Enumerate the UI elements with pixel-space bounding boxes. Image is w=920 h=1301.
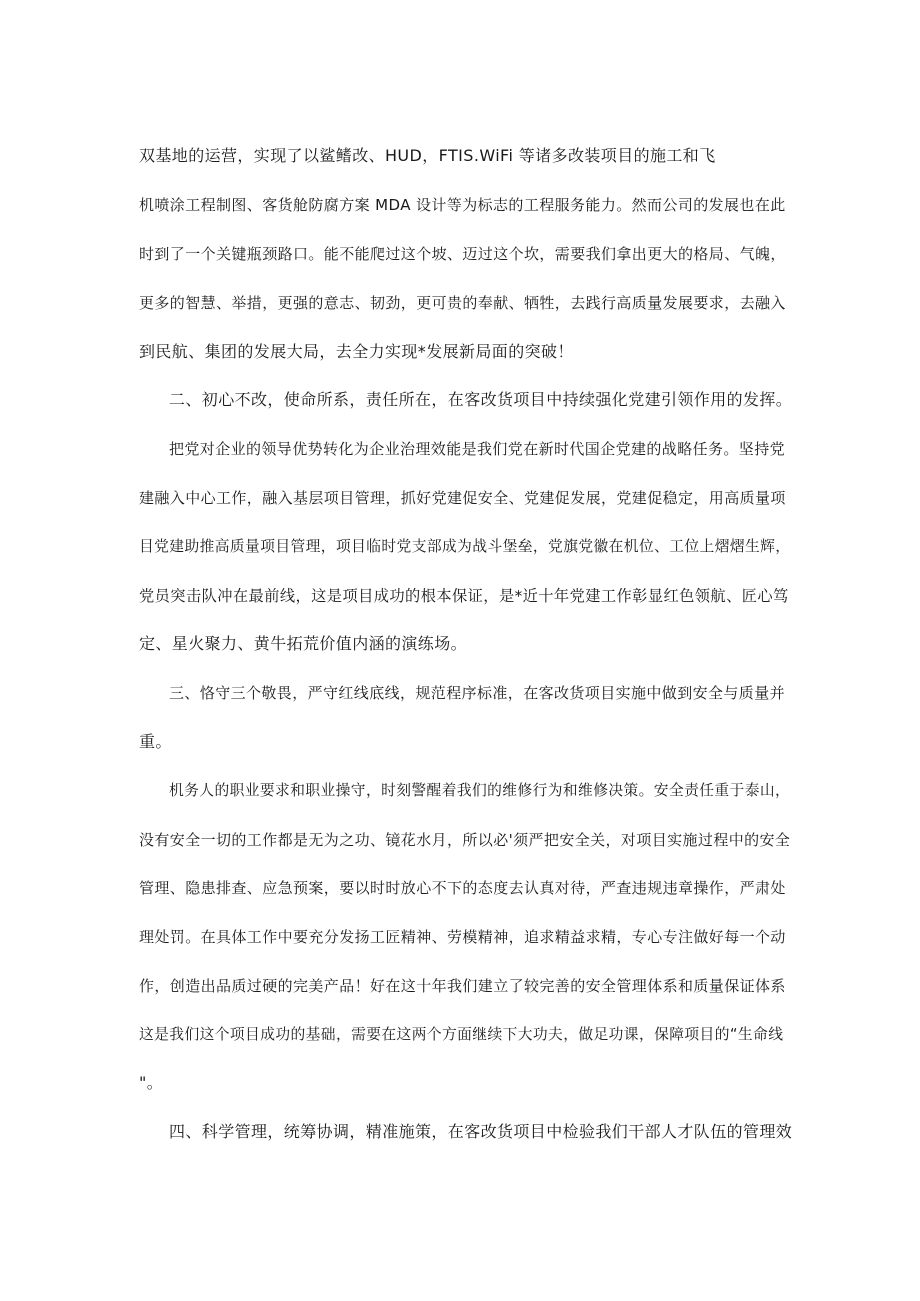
text-line: 管理、隐患排查、应急预案，要以时时放心不下的态度去认真对待，严查违规违章操作，严肃处 (139, 879, 786, 897)
text-line: 机务人的职业要求和职业操守，时刻警醒着我们的维修行为和维修决策。安全责任重于泰山， (169, 782, 791, 799)
section-heading: 重。 (139, 732, 172, 751)
text-line: 把党对企业的领导优势转化为企业治理效能是我们党在新时代国企党建的战略任务。坚持党 (169, 440, 786, 458)
section-heading: 二、初心不改，使命所系，责任所在，在客改货项目中持续强化党建引领作用的发挥。 (169, 390, 793, 409)
text-line: 到民航、集团的发展大局，去全力实现*发展新局面的突破！ (139, 342, 574, 361)
text-line: 作，创造出品质过硬的完美产品！好在这十年我们建立了较完善的安全管理体系和质量保证体系 (139, 977, 786, 995)
section-heading: 三、恪守三个敬畏，严守红线底线，规范程序标准，在客改货项目实施中做到安全与质量并 (169, 684, 786, 702)
text-line: 机喷涂工程制图、客货舱防腐方案 MDA 设计等为标志的工程服务能力。然而公司的发展也在此 (139, 196, 786, 214)
section-heading: 四、科学管理，统筹协调，精准施策，在客改货项目中检验我们干部人才队伍的管理效 (169, 1122, 793, 1141)
text-line: 没有安全一切的工作都是无为之功、镜花水月，所以必'须严把安全关，对项目实施过程中的安全 (139, 831, 791, 849)
text-line: 理处罚。在具体工作中要充分发扬工匠精神、劳模精神，追求精益求精，专心专注做好每一个动 (139, 928, 786, 946)
text-line: 这是我们这个项目成功的基础，需要在这两个方面继续下大功夫，做足功课，保障项目的“生命线 (139, 1026, 784, 1043)
text-line: 党员突击队冲在最前线，这是项目成功的根本保证，是*近十年党建工作彰显红色领航、匠心笃 (139, 587, 789, 605)
text-line: 建融入中心工作，融入基层项目管理，抓好党建促安全、党建促发展，党建促稳定，用高质量项 (139, 489, 786, 507)
text-line: 更多的智慧、举措，更强的意志、韧劲，更可贵的奉献、牺牲，去践行高质量发展要求，去融入 (139, 294, 786, 312)
text-line: 时到了一个关键瓶颈路口。能不能爬过这个坡、迈过这个坎，需要我们拿出更大的格局、气魄， (139, 245, 786, 263)
text-line: 双基地的运营，实现了以鲨鳍改、HUD，FTIS.WiFi 等诸多改装项目的施工和飞 (139, 146, 716, 165)
text-line: "。 (139, 1073, 164, 1092)
text-line: 目党建助推高质量项目管理，项目临时党支部成为战斗堡垒，党旗党徽在机位、工位上熠熠生辉， (139, 538, 791, 555)
text-line: 定、星火聚力、黄牛拓荒价值内涵的演练场。 (139, 634, 468, 653)
